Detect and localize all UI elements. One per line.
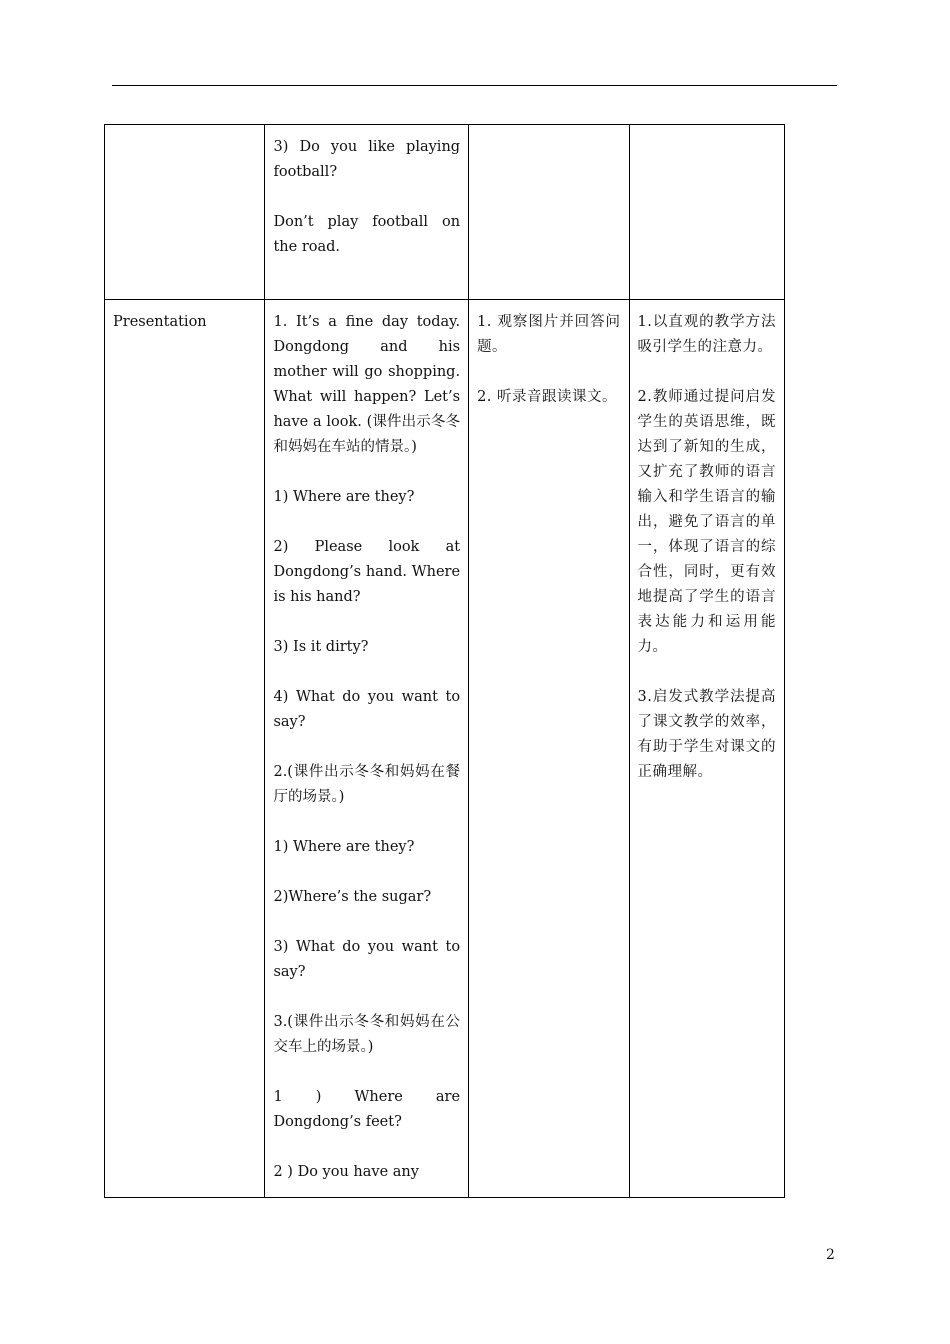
purpose-line: 1.以直观的教学方法吸引学生的注意力。 — [637, 314, 776, 355]
teacher-line: 1. It’s a fine day today. Dongdong and his mother will go shopping. What will happen? Let’s have a look. (课件出示冬冬和妈妈在车站的情景。) — [273, 314, 461, 455]
page-number: 2 — [826, 1247, 835, 1263]
stage-cell: Presentation — [105, 300, 265, 1198]
student-line: 2. 听录音跟读课文。 — [477, 389, 618, 405]
teacher-line: 4) What do you want to say? — [273, 689, 461, 730]
student-activity-cell — [469, 125, 629, 300]
design-purpose-cell — [629, 125, 784, 300]
teacher-line: 1) Where are they? — [273, 489, 415, 505]
table-row — [105, 125, 785, 300]
header-rule — [112, 85, 837, 86]
teacher-line: 3) Is it dirty? — [273, 639, 369, 655]
student-activity-cell — [469, 300, 629, 1198]
lesson-plan-table — [104, 124, 785, 1198]
teacher-line: 1 ) Where are Dongdong’s feet? — [273, 1089, 461, 1130]
stage-cell — [105, 125, 265, 300]
teacher-line: 3) What do you want to say? — [273, 939, 461, 980]
teacher-line: Don’t play football on the road. — [273, 214, 461, 255]
teacher-line: 3) Do you like playing football? — [273, 139, 461, 180]
student-line: 1. 观察图片并回答问题。 — [477, 314, 621, 355]
teacher-line: 3.(课件出示冬冬和妈妈在公交车上的场景。) — [273, 1014, 461, 1055]
teacher-activity-cell — [265, 300, 469, 1198]
purpose-line: 3.启发式教学法提高了课文教学的效率，有助于学生对课文的正确理解。 — [637, 689, 776, 780]
teacher-line: 2) Please look at Dongdong’s hand. Where is his hand? — [273, 539, 461, 605]
table-row — [105, 300, 785, 1198]
teacher-activity-cell — [265, 125, 469, 300]
purpose-line: 2.教师通过提问启发学生的英语思维，既达到了新知的生成，又扩充了教师的语言输入和学生语言的输出，避免了语言的单一，体现了语言的综合性，同时，更有效地提高了学生的语言表达能力和运用能力。 — [637, 389, 776, 655]
teacher-line: 1) Where are they? — [273, 839, 415, 855]
teacher-line: 2 ) Do you have any — [273, 1164, 419, 1180]
teacher-line: 2.(课件出示冬冬和妈妈在餐厅的场景。) — [273, 764, 461, 805]
teacher-line: 2)Where’s the sugar? — [273, 889, 432, 905]
design-purpose-cell — [629, 300, 784, 1198]
